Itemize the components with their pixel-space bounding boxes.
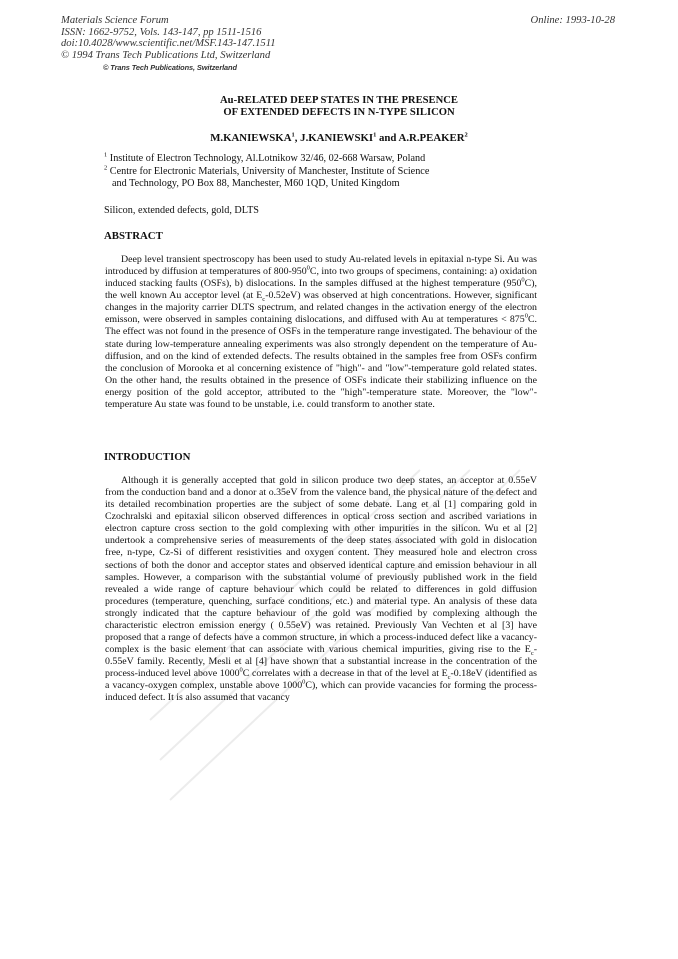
author-and: and — [376, 132, 399, 144]
author-3-affil: 2 — [464, 131, 468, 139]
intro-text-3: C correlates with a decrease in that of the level at E — [242, 668, 448, 680]
abstract-body — [105, 254, 537, 411]
intro-text-2: -0.55eV family. Recently, Mesli et al [4] have shown that a substantial increase in the concentration of the process-induced level above 1000 — [105, 644, 537, 680]
degree-mark: 0 — [524, 313, 528, 321]
affiliation-1-text: Institute of Electron Technology, Al.Lotnikow 32/46, 02-668 Warsaw, Poland — [109, 153, 426, 164]
paper-title — [0, 95, 678, 119]
abstract-text-5: C. The effect was not found in the presence of OSFs in the temperature range investigated. The behaviour of the state during low-temperature annealing experiments was also strongly dependent on the temperature of Au-diffusion, and on the kind of extended defects. The results obtained in the samples free from OSFs confirm the conclusion of Morooka et al concerning existence of "high"- and "low"-temperature gold related states. On the other hand, the results obtained in the presence of OSFs indicate their stabilizing influence on the energy position of the gold acceptor, attributed to the "high"-temperature state. Moreover, the "low"-temperature Au state was found to be unstable, i.e. could transform to another state. — [105, 314, 537, 410]
author-2-affil: 1 — [373, 131, 377, 139]
title-line-1: Au-RELATED DEEP STATES IN THE PRESENCE — [220, 95, 458, 106]
title-line-2: OF EXTENDED DEFECTS IN N-TYPE SILICON — [223, 107, 455, 118]
subscript-c: c — [262, 296, 266, 304]
journal-header — [61, 15, 276, 61]
issn-line: ISSN: 1662-9752, Vols. 143-147, pp 1511-1516 — [61, 26, 262, 38]
abstract-heading: ABSTRACT — [104, 230, 163, 242]
online-date: Online: 1993-10-28 — [530, 15, 615, 26]
affiliations — [104, 153, 429, 191]
introduction-body — [105, 475, 537, 704]
affiliation-2-continued: and Technology, PO Box 88, Manchester, M60 1QD, United Kingdom — [112, 178, 400, 190]
intro-text-5: C), which can provide vacancies for forming the process-induced defect. It is also assumed that vacancy — [105, 680, 537, 704]
abstract-text-2: C, into two groups of specimens, containing: a) oxidation induced stacking faults (OSFs), b) dislocations. In the samples diffused at the highest temperature (950 — [105, 266, 537, 290]
copyright-line: © 1994 Trans Tech Publications Ltd, Switzerland — [61, 49, 271, 61]
journal-name: Materials Science Forum — [61, 15, 169, 26]
publisher-line: © Trans Tech Publications, Switzerland — [103, 63, 237, 72]
abstract-text-4: -0.52eV) was observed at high concentrations. However, significant changes in the majority carrier DLTS spectrum, and related changes in the activation energy of the electron emisson, were observed in samples containing dislocations, and diffused with Au at temperatures < 875 — [105, 290, 537, 326]
subscript-c: c — [530, 650, 534, 658]
author-1: M.KANIEWSKA — [210, 132, 292, 144]
subscript-c: c — [447, 674, 451, 682]
doi-line: doi:10.4028/www.scientific.net/MSF.143-147.1511 — [61, 38, 276, 50]
affiliation-2-line-1: Centre for Electronic Materials, University of Manchester, Institute of Science — [109, 165, 430, 177]
author-3: A.R.PEAKER — [398, 132, 465, 144]
author-1-affil: 1 — [291, 131, 295, 139]
affiliation-2-number: 2 — [104, 164, 108, 172]
author-2: J.KANIEWSKI — [300, 132, 374, 144]
affiliation-1 — [104, 153, 429, 166]
affiliation-2 — [104, 166, 429, 179]
intro-text-4: -0.18eV (identified as a vacancy-oxygen complex, unstable above 1000 — [105, 668, 538, 692]
degree-mark: 0 — [521, 276, 525, 284]
degree-mark: 0 — [239, 666, 243, 674]
author-separator: , — [294, 132, 301, 144]
keywords: Silicon, extended defects, gold, DLTS — [104, 205, 259, 216]
intro-text-1: Although it is generally accepted that gold in silicon produce two deep states, an acceptor at 0.55eV from the conduction band and a donor at o.35eV from the valence band, the physical nature of the defect and its detailed recombination properties are the subject of some debate. Lang et al [1] comparing gold in Czochralski and epitaxial silicon observed differences in optical cross section and ascribed variations in electron capture cross section to the gold complexing with other impurities in the silicon. Wu et al [2] undertook a comprehensive series of measurements of the deep states associated with gold in dislocation free, n-type, Cz-Si of different resistivities and oxygen content. They measured hole and electron cross sections of both the donor and acceptor states and observed identical capture and emission behaviour in all samples. However, a comparison with the substantial volume of previously published work in the field revealed a wide range of capture behaviour which could be related to differences in gold diffusion procedures (temperature, quenching, surface conditions, etc.) and material type. An analysis of these data strongly indicated that the capture behaviour of the gold was modified by complexing although the characteristic electron emission energy ( 0.55eV) was retained. Previously Van Vechten et al [3] have proposed that a range of defects have a common structure, in which a process-induced defect like a vacancy-complex is the basic element that can associate with various chemical impurities, giving rise to the E — [105, 475, 537, 656]
degree-mark: 0 — [302, 679, 306, 687]
introduction-heading: INTRODUCTION — [104, 451, 191, 463]
author-list — [0, 132, 678, 144]
affiliation-1-number: 1 — [104, 151, 108, 159]
abstract-text-1: Deep level transient spectroscopy has been used to study Au-related levels in epitaxial n-type Si. Au was introduced by diffusion at temperatures of 800-950 — [105, 254, 537, 278]
degree-mark: 0 — [306, 264, 310, 272]
abstract-text-3: C), the well known Au acceptor level (at E — [105, 278, 537, 302]
